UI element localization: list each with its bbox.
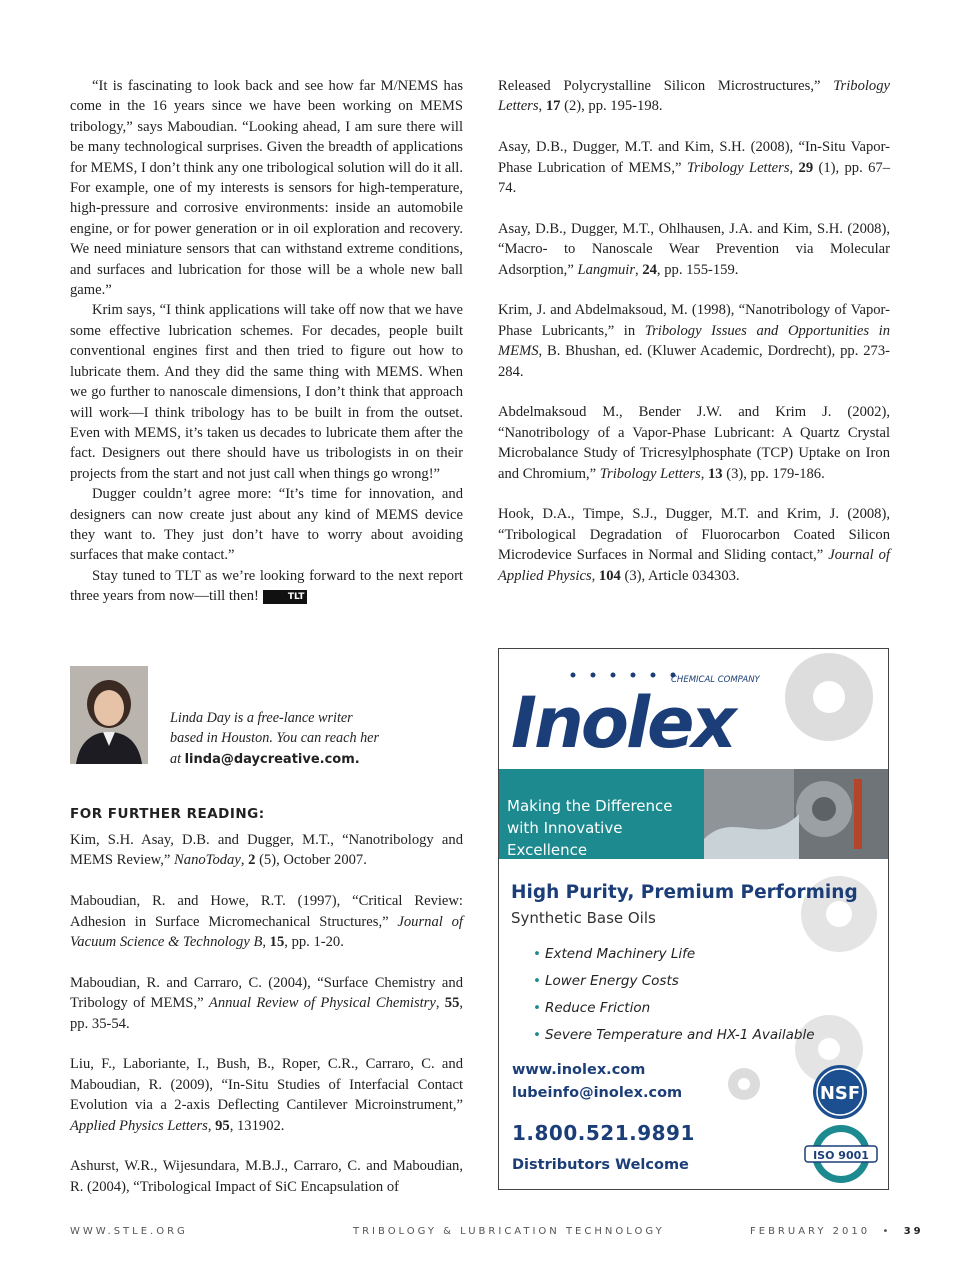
- bullet-icon: •: [533, 1000, 541, 1016]
- bullet-icon: •: [533, 973, 541, 989]
- ref-sep: ,: [435, 995, 445, 1012]
- ref-volume: 17: [545, 98, 561, 115]
- further-reading-heading: FOR FURTHER READING:: [70, 806, 265, 822]
- footer-website[interactable]: WWW.STLE.ORG: [70, 1226, 188, 1237]
- paragraph: Krim says, “I think applications will take off now that we have some effective lubrication schemes. For decades, people built conventional engines first and then tried to figure out how to lubricate them. And they did the same thing with MEMS. When we go further to nanoscale dimensions, I don’t think that approach will work—I think tribology has to be built in from the outset. Even with MEMS, it’s taken us decades to lubricate them after the fact. Designers out there should have us tribologists in on their projects from the start and not just call when things go wrong!”: [70, 302, 463, 482]
- ref-authors-title: Abdelmaksoud M., Bender J.W. and Krim J. (2002), “Nanotribology of a Vapor-Phase Lubricant: A Quartz Crystal Microbalance Study of Tricresylphosphate (TCP) Uptake on Iron and Chromium,”: [498, 404, 890, 482]
- benefit-text: Lower Energy Costs: [544, 973, 679, 989]
- ref-pages: (2), pp. 195-198.: [560, 98, 663, 115]
- ref-sep: ,: [635, 261, 643, 278]
- reference-item: [498, 402, 890, 484]
- benefit-item: [533, 1022, 815, 1049]
- inolex-logo: Inolex: [511, 682, 734, 764]
- bio-line: based in Houston. You can reach her: [170, 730, 379, 747]
- paragraph-text: Stay tuned to TLT as we’re looking forward to the next report three years from now—till then!: [70, 567, 463, 605]
- benefit-item: [533, 968, 815, 995]
- small-gear-icon: [724, 1064, 764, 1104]
- ad-headline: High Purity, Premium Performing: [511, 882, 858, 903]
- author-photo: [70, 666, 148, 764]
- ad-distributors: Distributors Welcome: [512, 1157, 689, 1173]
- ref-journal: Journal of Vacuum Science & Technology B: [70, 913, 463, 951]
- ref-volume: 104: [598, 567, 621, 584]
- ref-authors-title: Hook, D.A., Timpe, S.J., Dugger, M.T. and Krim, J. (2008), “Tribological Degradation of Fluorocarbon Coated Silicon Microdevice Surfaces in Normal and Sliding contact,”: [498, 506, 890, 564]
- footer-date: FEBRUARY 2010: [750, 1226, 871, 1237]
- article-body-left: [70, 76, 463, 607]
- nsf-badge-icon: [811, 1063, 869, 1121]
- benefit-text: Extend Machinery Life: [544, 946, 696, 962]
- ref-volume: 55: [444, 995, 460, 1012]
- ref-journal: Langmuir: [577, 261, 636, 278]
- inolex-logo-subtitle: CHEMICAL COMPANY: [671, 675, 760, 685]
- benefit-item: [533, 941, 815, 968]
- ref-pages: , pp. 35-54.: [70, 995, 464, 1032]
- reference-item: [70, 973, 463, 1034]
- ref-sep: ,: [240, 852, 249, 869]
- ref-journal: Journal of Applied Physics: [498, 547, 890, 584]
- reference-item: [70, 1156, 463, 1197]
- ref-authors-title: Krim, J. and Abdelmaksoud, M. (1998), “Nanotribology of Vapor-Phase Lubricants,” in: [498, 302, 890, 339]
- footer-publication: TRIBOLOGY & LUBRICATION TECHNOLOGY: [353, 1226, 665, 1237]
- ad-tagline-line: with Innovative Excellence: [507, 819, 623, 859]
- svg-text:NSF: NSF: [819, 1083, 861, 1104]
- bio-prefix: at: [170, 750, 185, 767]
- ref-journal: NanoToday: [174, 852, 241, 869]
- bullet-icon: •: [533, 1027, 541, 1043]
- ref-journal: Tribology Letters: [599, 465, 701, 482]
- ref-volume: 24: [642, 261, 657, 278]
- benefit-text: Reduce Friction: [544, 1000, 651, 1016]
- ref-volume: 29: [798, 159, 814, 176]
- ad-email-link[interactable]: lubeinfo@inolex.com: [512, 1085, 683, 1101]
- footer-date-page: [750, 1226, 924, 1237]
- ref-journal: Annual Review of Physical Chemistry: [208, 995, 436, 1012]
- ad-benefits-list: [533, 941, 815, 1049]
- ref-sep: ,: [700, 465, 708, 482]
- bio-line: Linda Day is a free-lance writer: [170, 710, 353, 726]
- reference-item: [498, 300, 890, 382]
- ref-journal: Tribology Letters: [686, 159, 790, 176]
- ref-journal: Tribology Letters: [498, 78, 890, 115]
- author-portrait-image: [70, 666, 148, 764]
- ref-sep: ,: [262, 934, 270, 951]
- further-reading-list: [70, 830, 463, 1218]
- ref-pages: , 131902.: [229, 1117, 285, 1134]
- iso-9001-badge-icon: [803, 1123, 879, 1185]
- reference-item: [70, 891, 463, 952]
- ref-pages: (3), Article 034303.: [620, 567, 740, 584]
- ref-sep: ,: [591, 567, 599, 584]
- ad-industrial-photo: [704, 769, 888, 859]
- ref-authors-title: Asay, D.B., Dugger, M.T., Ohlhausen, J.A. and Kim, S.H. (2008), “Macro- to Nanoscale Wear Prevention via Molecular Adsorption,”: [498, 220, 890, 278]
- ref-authors-title: Maboudian, R. and Howe, R.T. (1997), “Critical Review: Adhesion in Surface Micromechanical Structures,”: [70, 893, 463, 930]
- reference-item: [70, 830, 463, 871]
- ad-phone-number[interactable]: 1.800.521.9891: [512, 1121, 695, 1145]
- ref-authors-title: Liu, F., Laboriante, I., Bush, B., Roper, C.R., Carraro, C. and Maboudian, R. (2009), “In-Situ Studies of Interfacial Contact Evolution via a 2-axis Deflecting Cantilever Microinstrument,”: [70, 1056, 463, 1114]
- reference-item: [498, 137, 890, 198]
- ref-sep: ,: [789, 159, 799, 176]
- reference-item: [70, 1054, 463, 1136]
- ad-subheadline: Synthetic Base Oils: [511, 909, 656, 927]
- paragraph: [70, 566, 463, 607]
- ad-contact: [512, 1059, 682, 1105]
- ad-logo-banner: [499, 649, 888, 769]
- ref-pages: , pp. 155-159.: [656, 261, 739, 278]
- benefit-text: Severe Temperature and HX-1 Available: [544, 1027, 815, 1043]
- tlt-end-mark: TLT: [263, 590, 308, 604]
- ref-volume: 13: [708, 465, 723, 482]
- paragraph: Dugger couldn’t agree more: “It’s time for innovation, and designers can now create just about any kind of MEMS device they want to. They just don’t have to worry about avoiding surfaces that make contact.”: [70, 486, 463, 564]
- ad-tagline-line: Making the Difference: [507, 797, 673, 815]
- ref-pages: (3), pp. 179-186.: [722, 465, 825, 482]
- ref-pages: (5), October 2007.: [255, 852, 367, 869]
- ref-volume: 95: [215, 1117, 230, 1134]
- references-right-column: [498, 76, 890, 606]
- reference-item: [498, 504, 890, 586]
- svg-text:ISO 9001: ISO 9001: [813, 1149, 869, 1162]
- ref-pages: (1), pp. 67–74.: [498, 159, 891, 197]
- benefit-item: [533, 995, 815, 1022]
- paragraph: “It is fascinating to look back and see how far M/NEMS has come in the 16 years since we have been working on MEMS tribology,” says Maboudian. “Looking ahead, I am sure there will be many technological surprises. Given the breadth of applications for MEMS, I don’t think any one tribological solution will do it all. For example, one of my interests is sensors for high-temperature, high-pressure and corrosive environments: inside an automobile engine, or for power generation or in oil exploration and recovery. We need miniature sensors that can withstand extreme conditions, and surfaces and lubrication for those will be a whole new ball game.”: [70, 78, 463, 299]
- ref-authors-title: Kim, S.H. Asay, D.B. and Dugger, M.T., “Nanotribology and MEMS Review,”: [70, 832, 463, 869]
- ref-pages: , pp. 1-20.: [284, 934, 344, 951]
- ref-pages: , B. Bhushan, ed. (Kluwer Academic, Dordrecht), pp. 273-284.: [498, 343, 890, 380]
- ad-tagline: [507, 795, 702, 861]
- ref-sep: ,: [207, 1117, 216, 1134]
- ref-authors-title: Asay, D.B., Dugger, M.T. and Kim, S.H. (2008), “In-Situ Vapor-Phase Lubrication of MEMS,”: [498, 139, 890, 176]
- bio-line: [170, 749, 460, 770]
- ref-authors-title: Maboudian, R. and Carraro, C. (2004), “Surface Chemistry and Tribology of MEMS,”: [70, 974, 463, 1012]
- ref-authors-title: Released Polycrystalline Silicon Microstructures,”: [498, 78, 834, 94]
- bullet-icon: •: [533, 946, 541, 962]
- author-email-link[interactable]: linda@daycreative.com.: [184, 751, 360, 767]
- ref-journal: Tribology Issues and Opportunities in MEMS: [498, 322, 890, 360]
- inolex-advertisement[interactable]: [498, 648, 889, 1190]
- footer-bullet: •: [882, 1226, 892, 1237]
- ref-sep: ,: [538, 98, 546, 115]
- reference-item: [498, 219, 890, 280]
- ad-website-link[interactable]: www.inolex.com: [512, 1062, 646, 1078]
- ref-volume: 2: [248, 852, 256, 869]
- reference-item: [498, 76, 890, 117]
- author-bio: [170, 708, 460, 770]
- ref-journal: Applied Physics Letters: [70, 1117, 208, 1134]
- page-number: 39: [903, 1226, 924, 1237]
- ref-authors-title: Ashurst, W.R., Wijesundara, M.B.J., Carraro, C. and Maboudian, R. (2004), “Tribological Impact of SiC Encapsulation of: [70, 1158, 463, 1195]
- ref-volume: 15: [269, 934, 285, 951]
